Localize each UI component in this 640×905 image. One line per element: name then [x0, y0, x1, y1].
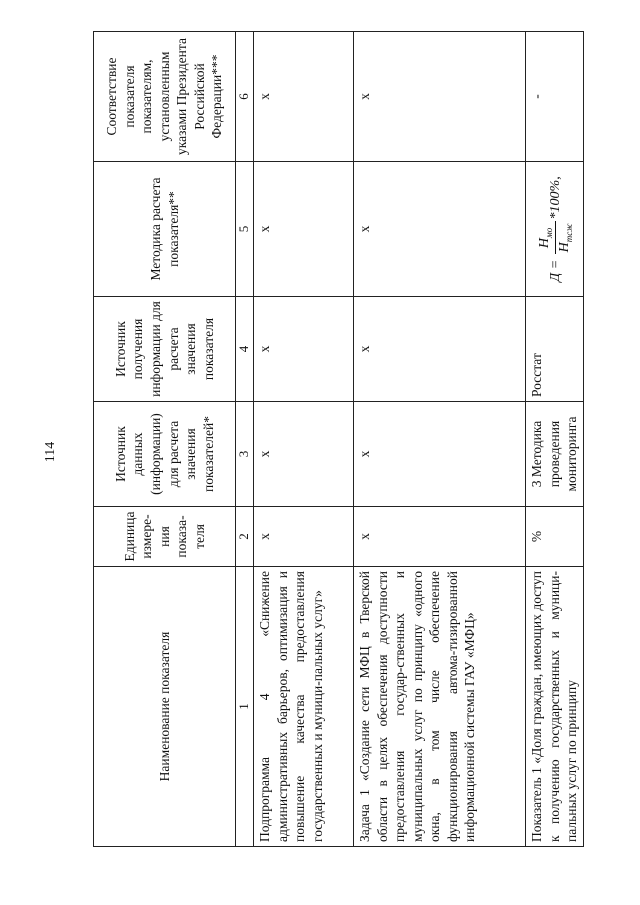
formula-denominator: $Н_{тсж}$ [557, 223, 575, 253]
compliance-cell: х [354, 32, 526, 162]
indicator-name: Подпрограмма 4 «Снижение административных барьеров, оптимизация и повышение качества предоставления государственных и муници-пальных услуг» [254, 567, 354, 847]
indicator-name: Показатель 1 «Доля граждан, имеющих доступ к получению государственных и муници-пальных услуг по принципу [526, 567, 584, 847]
indicator-name: Задача 1 «Создание сети МФЦ в Тверской области в целях обеспечения доступности предоставления государ-ственных и муниципальных услуг по принципу «одного окна, в том числе обеспечение функционирования автома-тизированной информационной системы ГАУ «МФЦ» [354, 567, 526, 847]
header-indicator-name: Наименование показателя [94, 567, 236, 847]
table-row [254, 32, 354, 847]
unit-cell: х [254, 507, 354, 567]
method-formula: Д = $Н_{мо}$ $Н_{тсж}$ *100%, [526, 162, 584, 297]
compliance-cell: - [526, 32, 584, 162]
info-source-cell: х [254, 297, 354, 402]
column-number-row [236, 32, 254, 847]
data-source-cell: 3 Методика проведения мониторинга [526, 402, 584, 507]
column-number: 5 [236, 162, 254, 297]
formula-lhs: Д [548, 272, 564, 282]
compliance-cell: х [254, 32, 354, 162]
header-compliance: Соответствие показателя показателям, установленным указами Президента Российской Федерации*** [94, 32, 236, 162]
header-unit: Единица измере-ния показа-теля [94, 507, 236, 567]
column-number: 1 [236, 567, 254, 847]
table-row [526, 32, 584, 847]
method-cell: х [354, 162, 526, 297]
header-row [94, 32, 236, 847]
header-info-source: Источник получения информации для расчета значения показателя [94, 297, 236, 402]
rotated-table-frame [93, 32, 580, 847]
column-number: 3 [236, 402, 254, 507]
header-method: Методика расчета показателя** [94, 162, 236, 297]
column-number: 2 [236, 507, 254, 567]
formula-suffix: *100%, [548, 176, 564, 220]
formula-numerator: $Н_{мо}$ [536, 221, 556, 254]
column-number: 6 [236, 32, 254, 162]
column-number: 4 [236, 297, 254, 402]
info-source-cell: х [354, 297, 526, 402]
unit-cell: х [354, 507, 526, 567]
formula-fraction [536, 221, 576, 254]
table-container [93, 32, 580, 847]
data-source-cell: х [354, 402, 526, 507]
header-data-source: Источник данных (информации) для расчета значения показателей* [94, 402, 236, 507]
indicators-table [93, 31, 584, 847]
page-number: 114 [43, 441, 58, 463]
unit-cell: % [526, 507, 584, 567]
info-source-cell: Росстат [526, 297, 584, 402]
table-row [354, 32, 526, 847]
method-cell: х [254, 162, 354, 297]
data-source-cell: х [254, 402, 354, 507]
